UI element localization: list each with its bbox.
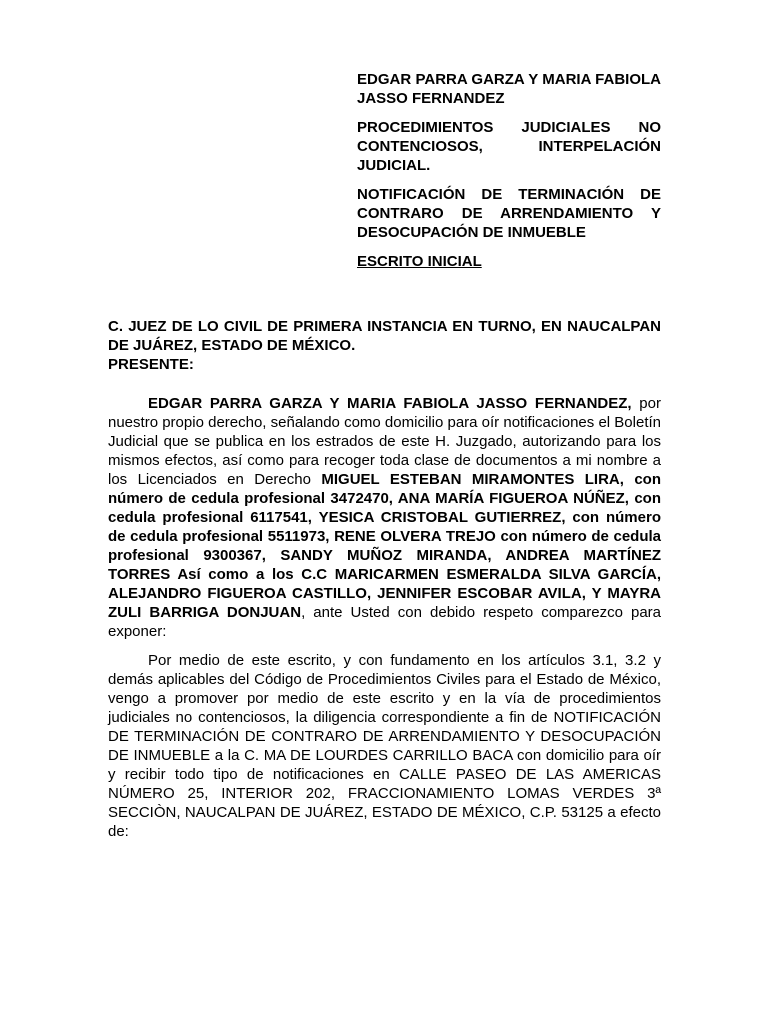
parties-heading: EDGAR PARRA GARZA Y MARIA FABIOLA JASSO FERNANDEZ (357, 71, 661, 107)
case-header (357, 70, 661, 281)
document-body (108, 317, 661, 851)
paragraph-request: Por medio de este escrito, y con fundamento en los artículos 3.1, 3.2 y demás aplicables del Código de Procedimientos Civiles para el Estado de México, vengo a promover por medio de este escrito y en la vía de procedimientos judiciales no contenciosos, la diligencia correspondiente a fin de NOTIFICACIÓN DE TERMINACIÓN DE CONTRARO DE ARRENDAMIENTO Y DESOCUPACIÓN DE INMUEBLE a la C. MA DE LOURDES CARRILLO BACA con domicilio para oír y recibir todo tipo de notificaciones en CALLE PASEO DE LAS AMERICAS NÚMERO 25, INTERIOR 202, FRACCIONAMIENTO LOMAS VERDES 3ª SECCIÒN, NAUCALPAN DE JUÁREZ, ESTADO DE MÉXICO, C.P. 53125 a efecto de: (108, 652, 661, 840)
authorized-lawyers: MIGUEL ESTEBAN MIRAMONTES LIRA, con número de cedula profesional 3472470, ANA MARÍA FIGUEROA NÚÑEZ, con cedula profesional 6117541, YESICA CRISTOBAL GUTIERREZ, con número de cedula profesional 5511973, RENE OLVERA TREJO con número de cedula profesional 9300367, SANDY MUÑOZ MIRANDA, ANDREA MARTÍNEZ TORRES Así como a los C.C MARICARMEN ESMERALDA SILVA GARCÍA, ALEJANDRO FIGUEROA CASTILLO, JENNIFER ESCOBAR AVILA, Y MAYRA ZULI BARRIGA DONJUAN (108, 471, 661, 621)
subject-heading: NOTIFICACIÓN DE TERMINACIÓN DE CONTRARO DE ARRENDAMIENTO Y DESOCUPACIÓN DE INMUEBLE (357, 186, 661, 241)
procedure-heading: PROCEDIMIENTOS JUDICIALES NO CONTENCIOSOS, INTERPELACIÓN JUDICIAL. (357, 119, 661, 174)
addressee-presente: PRESENTE: (108, 356, 194, 373)
addressee (108, 317, 661, 374)
paragraph-petitioners (108, 394, 661, 641)
paragraph-text-end: , ante Usted con debido respeto comparezco para exponer: (108, 604, 661, 640)
paragraph-text: por nuestro propio derecho, señalando como domicilio para oír notificaciones el Boletín Judicial que se publica en los estrados de este H. Juzgado, autorizando para los mismos efectos, así como para recoger toda clase de documentos a mi nombre a los Licenciados en Derecho (108, 395, 661, 488)
petitioner-names: EDGAR PARRA GARZA Y MARIA FABIOLA JASSO FERNANDEZ, (148, 395, 632, 412)
document-type-heading: ESCRITO INICIAL (357, 253, 482, 270)
addressee-court: C. JUEZ DE LO CIVIL DE PRIMERA INSTANCIA EN TURNO, EN NAUCALPAN DE JUÁREZ, ESTADO DE MÉXICO. (108, 318, 661, 354)
